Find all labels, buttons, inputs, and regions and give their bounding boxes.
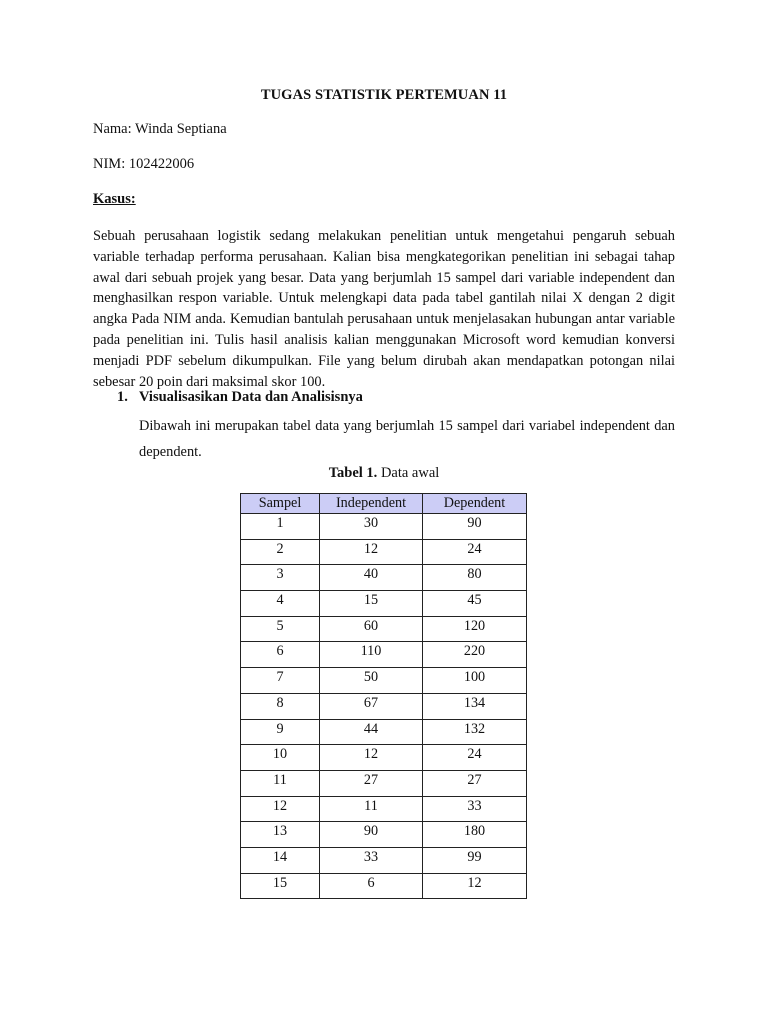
table-row: [241, 642, 527, 668]
cell-sampel: 7: [241, 668, 320, 694]
cell-dependent: 134: [423, 693, 527, 719]
cell-independent: 12: [320, 745, 423, 771]
cell-dependent: 100: [423, 668, 527, 694]
table-row: [241, 616, 527, 642]
cell-dependent: 180: [423, 822, 527, 848]
cell-independent: 50: [320, 668, 423, 694]
table-row: [241, 796, 527, 822]
cell-sampel: 15: [241, 873, 320, 899]
table-header-row: [241, 494, 527, 514]
student-name: Nama: Winda Septiana: [93, 121, 227, 137]
cell-independent: 6: [320, 873, 423, 899]
cell-sampel: 14: [241, 847, 320, 873]
table-row: [241, 822, 527, 848]
cell-sampel: 9: [241, 719, 320, 745]
cell-independent: 33: [320, 847, 423, 873]
cell-dependent: 220: [423, 642, 527, 668]
cell-dependent: 24: [423, 539, 527, 565]
cell-sampel: 6: [241, 642, 320, 668]
cell-dependent: 24: [423, 745, 527, 771]
table-row: [241, 591, 527, 617]
table-row: [241, 539, 527, 565]
cell-dependent: 27: [423, 770, 527, 796]
section-title: Visualisasikan Data dan Analisisnya: [139, 389, 363, 405]
cell-sampel: 3: [241, 565, 320, 591]
cell-sampel: 11: [241, 770, 320, 796]
cell-dependent: 80: [423, 565, 527, 591]
table-row: [241, 847, 527, 873]
table-caption-text: Data awal: [377, 465, 440, 481]
cell-independent: 60: [320, 616, 423, 642]
table-row: [241, 514, 527, 540]
table-row: [241, 770, 527, 796]
case-heading: Kasus:: [93, 191, 136, 207]
section-heading: [117, 389, 363, 406]
header-dependent: Dependent: [423, 494, 527, 514]
table-row: [241, 873, 527, 899]
cell-independent: 44: [320, 719, 423, 745]
section-intro: Dibawah ini merupakan tabel data yang berjumlah 15 sampel dari variabel independent dan dependent.: [139, 418, 675, 460]
cell-dependent: 132: [423, 719, 527, 745]
cell-sampel: 4: [241, 591, 320, 617]
table-caption: [0, 465, 768, 482]
cell-sampel: 2: [241, 539, 320, 565]
header-sampel: Sampel: [241, 494, 320, 514]
cell-dependent: 90: [423, 514, 527, 540]
table-caption-label: Tabel 1.: [328, 465, 378, 481]
section-number: 1.: [117, 389, 128, 405]
cell-independent: 40: [320, 565, 423, 591]
table-row: [241, 668, 527, 694]
cell-independent: 67: [320, 693, 423, 719]
table-row: [241, 565, 527, 591]
cell-sampel: 8: [241, 693, 320, 719]
table-row: [241, 719, 527, 745]
cell-dependent: 12: [423, 873, 527, 899]
table-row: [241, 693, 527, 719]
cell-independent: 110: [320, 642, 423, 668]
table-row: [241, 745, 527, 771]
cell-dependent: 120: [423, 616, 527, 642]
cell-sampel: 10: [241, 745, 320, 771]
cell-independent: 27: [320, 770, 423, 796]
student-nim: NIM: 102422006: [93, 156, 195, 172]
cell-independent: 90: [320, 822, 423, 848]
cell-independent: 15: [320, 591, 423, 617]
case-paragraph: Sebuah perusahaan logistik sedang melakukan penelitian untuk mengetahui pengaruh sebuah variable terhadap performa perusahaan. Kalian bisa mengkategorikan penelitian ini sebagai tahap awal dari sebuah projek yang besar. Data yang berjumlah 15 sampel dari variable independent dan menghasilkan respon variable. Untuk melengkapi data pada tabel gantilah nilai X dengan 2 digit angka Pada NIM anda. Kemudian bantulah perusahaan untuk menjelasakan hubungan antar variable pada penelitian ini. Tulis hasil analisis kalian menggunakan Microsoft word kemudian konversi menjadi PDF sebelum dikumpulkan. File yang belum dirubah akan mendapatkan potongan nilai sebesar 20 poin dari maksimal skor 100.: [93, 228, 675, 390]
cell-independent: 30: [320, 514, 423, 540]
table-body: [241, 514, 527, 899]
data-table: [240, 493, 527, 899]
document-title: TUGAS STATISTIK PERTEMUAN 11: [260, 87, 508, 103]
cell-sampel: 5: [241, 616, 320, 642]
cell-independent: 11: [320, 796, 423, 822]
header-independent: Independent: [320, 494, 423, 514]
cell-sampel: 13: [241, 822, 320, 848]
cell-sampel: 12: [241, 796, 320, 822]
cell-independent: 12: [320, 539, 423, 565]
cell-dependent: 33: [423, 796, 527, 822]
cell-dependent: 99: [423, 847, 527, 873]
cell-dependent: 45: [423, 591, 527, 617]
cell-sampel: 1: [241, 514, 320, 540]
